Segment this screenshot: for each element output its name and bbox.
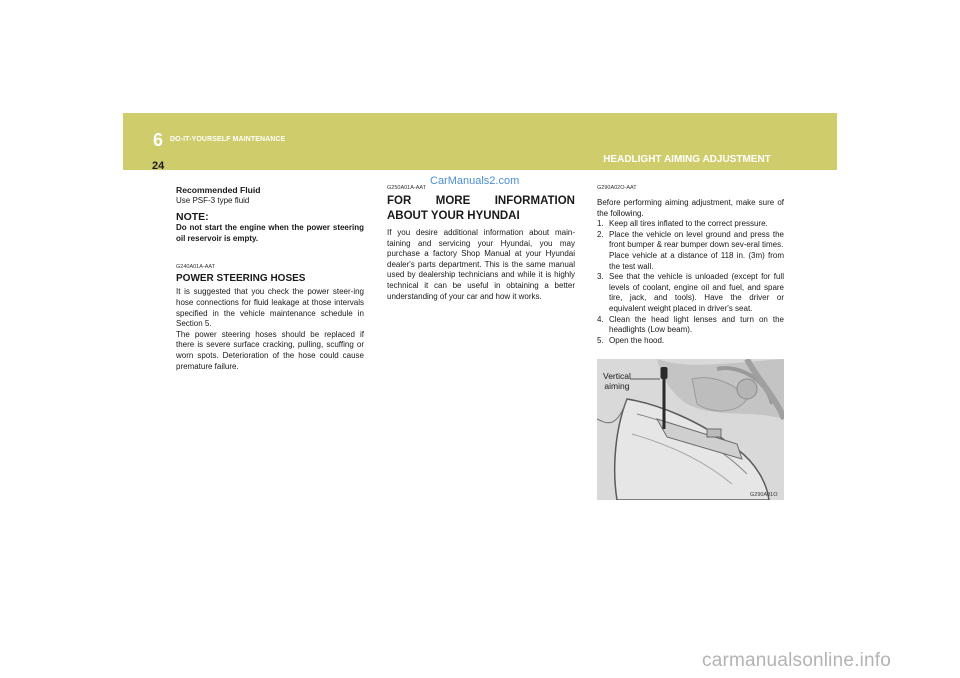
step-item: 4. Clean the head light lenses and turn on the headlights (Low beam). xyxy=(597,314,784,335)
hoses-code: G240A01A-AAT xyxy=(176,264,216,271)
aiming-steps xyxy=(597,219,784,346)
footer-watermark[interactable]: carmanualsonline.info xyxy=(702,650,892,671)
figure-code: G290A01O xyxy=(750,492,778,498)
section-tab xyxy=(591,150,783,170)
chapter-number: 6 xyxy=(153,130,164,150)
more-info-text: If you desire additional information about main-taining and servicing your Hyundai, you may purchase a factory Shop Manual at your Hyundai dealer's parts department. This is the same manual used by dealership technicians and while it is highly technical it can be useful in obtaining a better understanding of your car and how it works. xyxy=(387,228,575,301)
watermark-link[interactable]: CarManuals2.com xyxy=(430,175,520,187)
chapter-title: DO-IT-YOURSELF MAINTENANCE xyxy=(170,136,286,143)
note-text: Do not start the engine when the power steering oil reservoir is empty. xyxy=(176,223,364,243)
more-info-title: FOR MORE INFORMATION ABOUT YOUR HYUNDAI xyxy=(387,195,575,222)
step-item: 3. See that the vehicle is unloaded (except for full levels of coolant, engine oil and fuel, and spare tire, jack, and tools). Have the driver or equivalent weight placed in driver's seat. xyxy=(597,272,784,313)
hoses-title: POWER STEERING HOSES xyxy=(176,273,306,285)
page-number: 24 xyxy=(152,160,165,172)
right-column xyxy=(597,185,784,346)
left-column xyxy=(176,185,364,372)
figure-label: Vertical aiming xyxy=(603,371,631,391)
hoses-text-1: It is suggested that you check the power steer-ing hose connections for fluid leakage at those intervals specified in the vehicle maintenance schedule in Section 5. xyxy=(176,287,364,329)
fluid-heading: Recommended Fluid xyxy=(176,185,261,195)
step-item: 1. Keep all tires inflated to the correct pressure. xyxy=(597,219,768,229)
hoses-text-2: The power steering hoses should be replaced if there is severe surface cracking, pulling, scuffing or worn spots. Deterioration of the hose could cause premature failure. xyxy=(176,329,364,371)
middle-column xyxy=(387,185,575,302)
step-item: 2. Place the vehicle on level ground and press the front bumper & rear bumper down sev-eral times. Place vehicle at a distance of 118 in. (3m) from the test wall. xyxy=(597,229,784,271)
note-title: NOTE: xyxy=(176,211,209,224)
aiming-intro: Before performing aiming adjustment, make sure of the following. xyxy=(597,198,784,218)
fluid-text: Use PSF-3 type fluid xyxy=(176,195,250,205)
section-tab-label: HEADLIGHT AIMING ADJUSTMENT xyxy=(603,154,771,165)
aiming-code: G290A02O-AAT xyxy=(597,185,637,191)
step-item: 5. Open the hood. xyxy=(597,335,665,345)
more-info-code: G250A01A-AAT xyxy=(387,185,427,191)
